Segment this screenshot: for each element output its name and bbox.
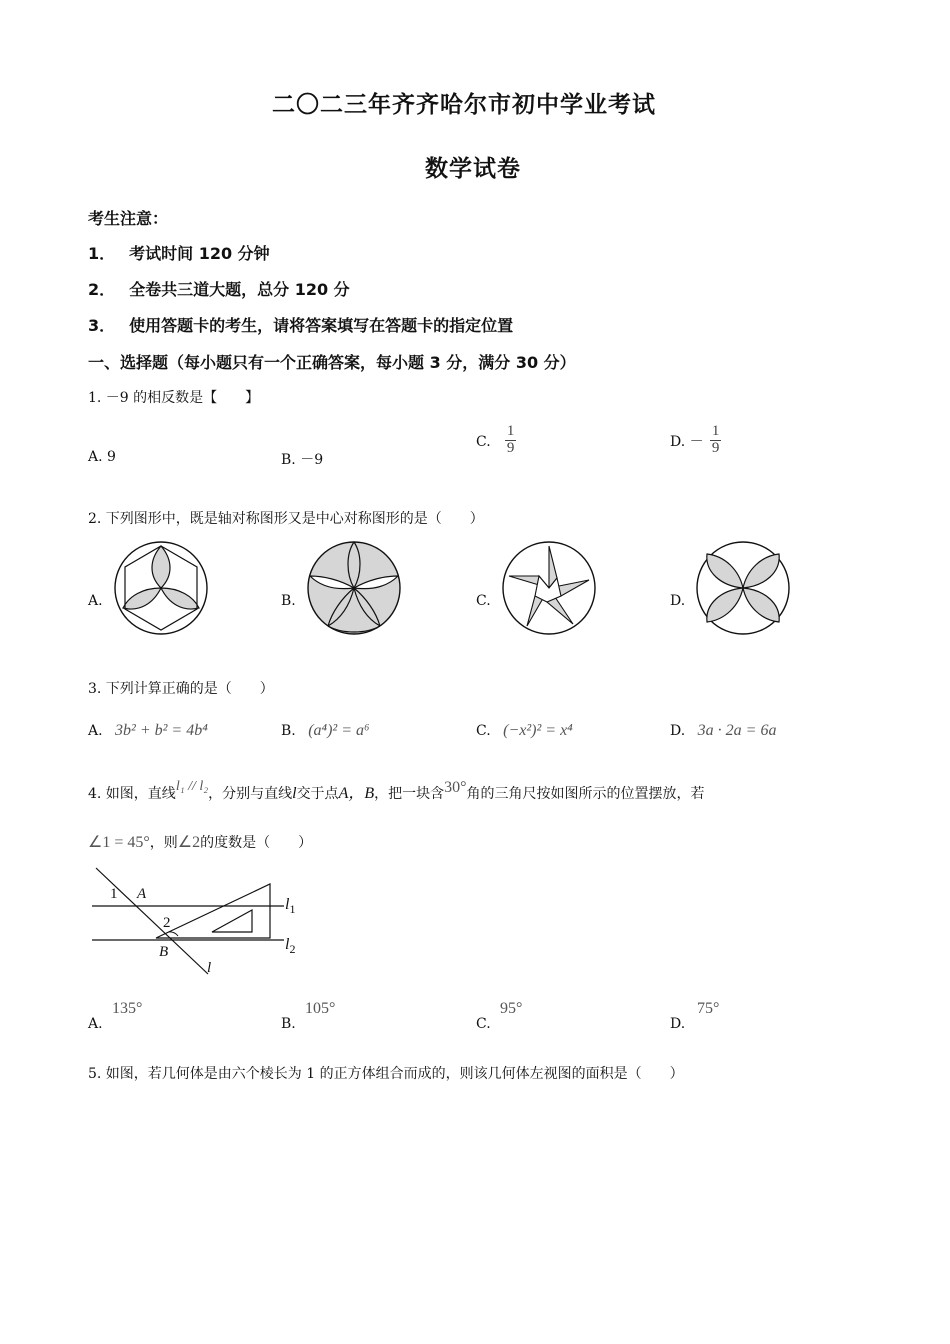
notice-item-2 (88, 277, 350, 300)
line-letter: l (285, 896, 290, 913)
notice-num: 3． (88, 316, 116, 335)
label-angle-2: 2 (163, 915, 171, 931)
option-label: A. (88, 723, 103, 739)
label-line-l2 (285, 936, 295, 954)
q1-option-c (476, 424, 516, 457)
q3-option-c (476, 722, 573, 740)
label-line-l: l (207, 960, 212, 976)
q4-stem (88, 780, 705, 803)
label-angle-1: 1 (110, 886, 118, 902)
q2-option-c: C. (476, 593, 491, 609)
option-label: B. (281, 723, 296, 739)
stem-text: 角的三角尺按如图所示的位置摆放，若 (466, 786, 705, 802)
option-label: C. (476, 434, 491, 451)
math-angle-2: ∠2 (177, 834, 201, 851)
math-angle-1: ∠1 = 45° (88, 834, 150, 851)
notice-text: 全卷共三道大题，总分 120 分 (129, 280, 350, 299)
q3-option-b (281, 722, 370, 740)
option-label: D. (670, 723, 686, 739)
stem-text: ，分别与直线 (208, 786, 293, 802)
math-expression: (−x²)² = x⁴ (503, 722, 573, 739)
math-expression: 3a · 2a = 6a (697, 722, 777, 739)
option-label: D. － (670, 434, 704, 451)
fraction-one-ninth (710, 424, 721, 457)
label-line-l1 (285, 896, 295, 914)
notice-heading: 考生注意： (88, 209, 169, 228)
notice-text: 使用答题卡的考生，请将答案填写在答题卡的指定位置 (129, 316, 514, 335)
q2-figure-d (695, 540, 791, 636)
q2-figure-c (501, 540, 597, 636)
option-label: C. (476, 723, 491, 739)
notice-num: 1． (88, 244, 116, 263)
q4-option-b-value: 105° (305, 1000, 336, 1017)
stem-text: 4. 如图，直线 (88, 786, 176, 802)
q4-option-a-value: 135° (112, 1000, 143, 1017)
section-heading: 一、选择题（每小题只有一个正确答案，每小题 3 分，满分 30 分） (88, 353, 576, 372)
numerator: 1 (506, 423, 515, 439)
math-angle-30: 30° (444, 779, 467, 796)
math-expression: 3b² + b² = 4b⁴ (115, 722, 208, 739)
q4-option-c-label: C. (476, 1016, 491, 1032)
q2-option-b: B. (281, 593, 296, 609)
q4-option-d-value: 75° (697, 1000, 720, 1017)
notice-item-3 (88, 313, 513, 336)
stem-text: 交于点 (296, 786, 339, 802)
q2-option-a: A. (88, 593, 103, 609)
label-point-b: B (159, 944, 169, 960)
q5-stem: 5. 如图，若几何体是由六个棱长为 1 的正方体组合而成的，则该几何体左视图的面积是（ ） (88, 1066, 684, 1082)
notice-num: 2． (88, 280, 116, 299)
q2-figure-a (113, 540, 209, 636)
q3-option-d (670, 722, 776, 740)
q3-stem: 3. 下列计算正确的是（ ） (88, 681, 274, 697)
q1-stem: 1. －9 的相反数是【 】 (88, 390, 260, 406)
notice-item-1 (88, 241, 270, 264)
q4-figure (88, 862, 308, 982)
stem-text: 的度数是（ ） (200, 835, 313, 851)
q2-stem: 2. 下列图形中，既是轴对称图形又是中心对称图形的是（ ） (88, 511, 484, 527)
math-points: A，B (338, 785, 375, 802)
stem-text: ，则 (149, 835, 178, 851)
math-line-l: l (292, 785, 297, 802)
line-subscript: 2 (289, 942, 296, 956)
label-point-a: A (137, 886, 147, 902)
q4-option-b-label: B. (281, 1016, 296, 1032)
denominator: 9 (711, 439, 720, 456)
exam-title: 二〇二三年齐齐哈尔市初中学业考试 (272, 92, 656, 118)
q4-option-a-label: A. (88, 1016, 103, 1032)
q1-option-d (670, 424, 721, 457)
q4-option-d-label: D. (670, 1016, 686, 1032)
q4-option-c-value: 95° (500, 1000, 523, 1017)
line-subscript: 1 (289, 902, 296, 916)
numerator: 1 (711, 423, 720, 439)
notice-text: 考试时间 120 分钟 (129, 244, 270, 263)
math-parallel: l₁ // l₂ (175, 779, 209, 794)
q2-option-d: D. (670, 593, 686, 609)
q2-figure-b (306, 540, 402, 636)
exam-subtitle: 数学试卷 (425, 156, 521, 182)
math-expression: (a⁴)² = a⁶ (308, 722, 370, 739)
line-letter: l (285, 936, 290, 953)
q4-stem-line2 (88, 832, 312, 852)
q3-option-a (88, 722, 208, 740)
denominator: 9 (506, 439, 515, 456)
stem-text: ，把一块含 (374, 786, 445, 802)
q1-option-a: A. 9 (88, 449, 116, 465)
fraction-one-ninth (505, 424, 516, 457)
q1-option-b: B. －9 (281, 452, 324, 468)
